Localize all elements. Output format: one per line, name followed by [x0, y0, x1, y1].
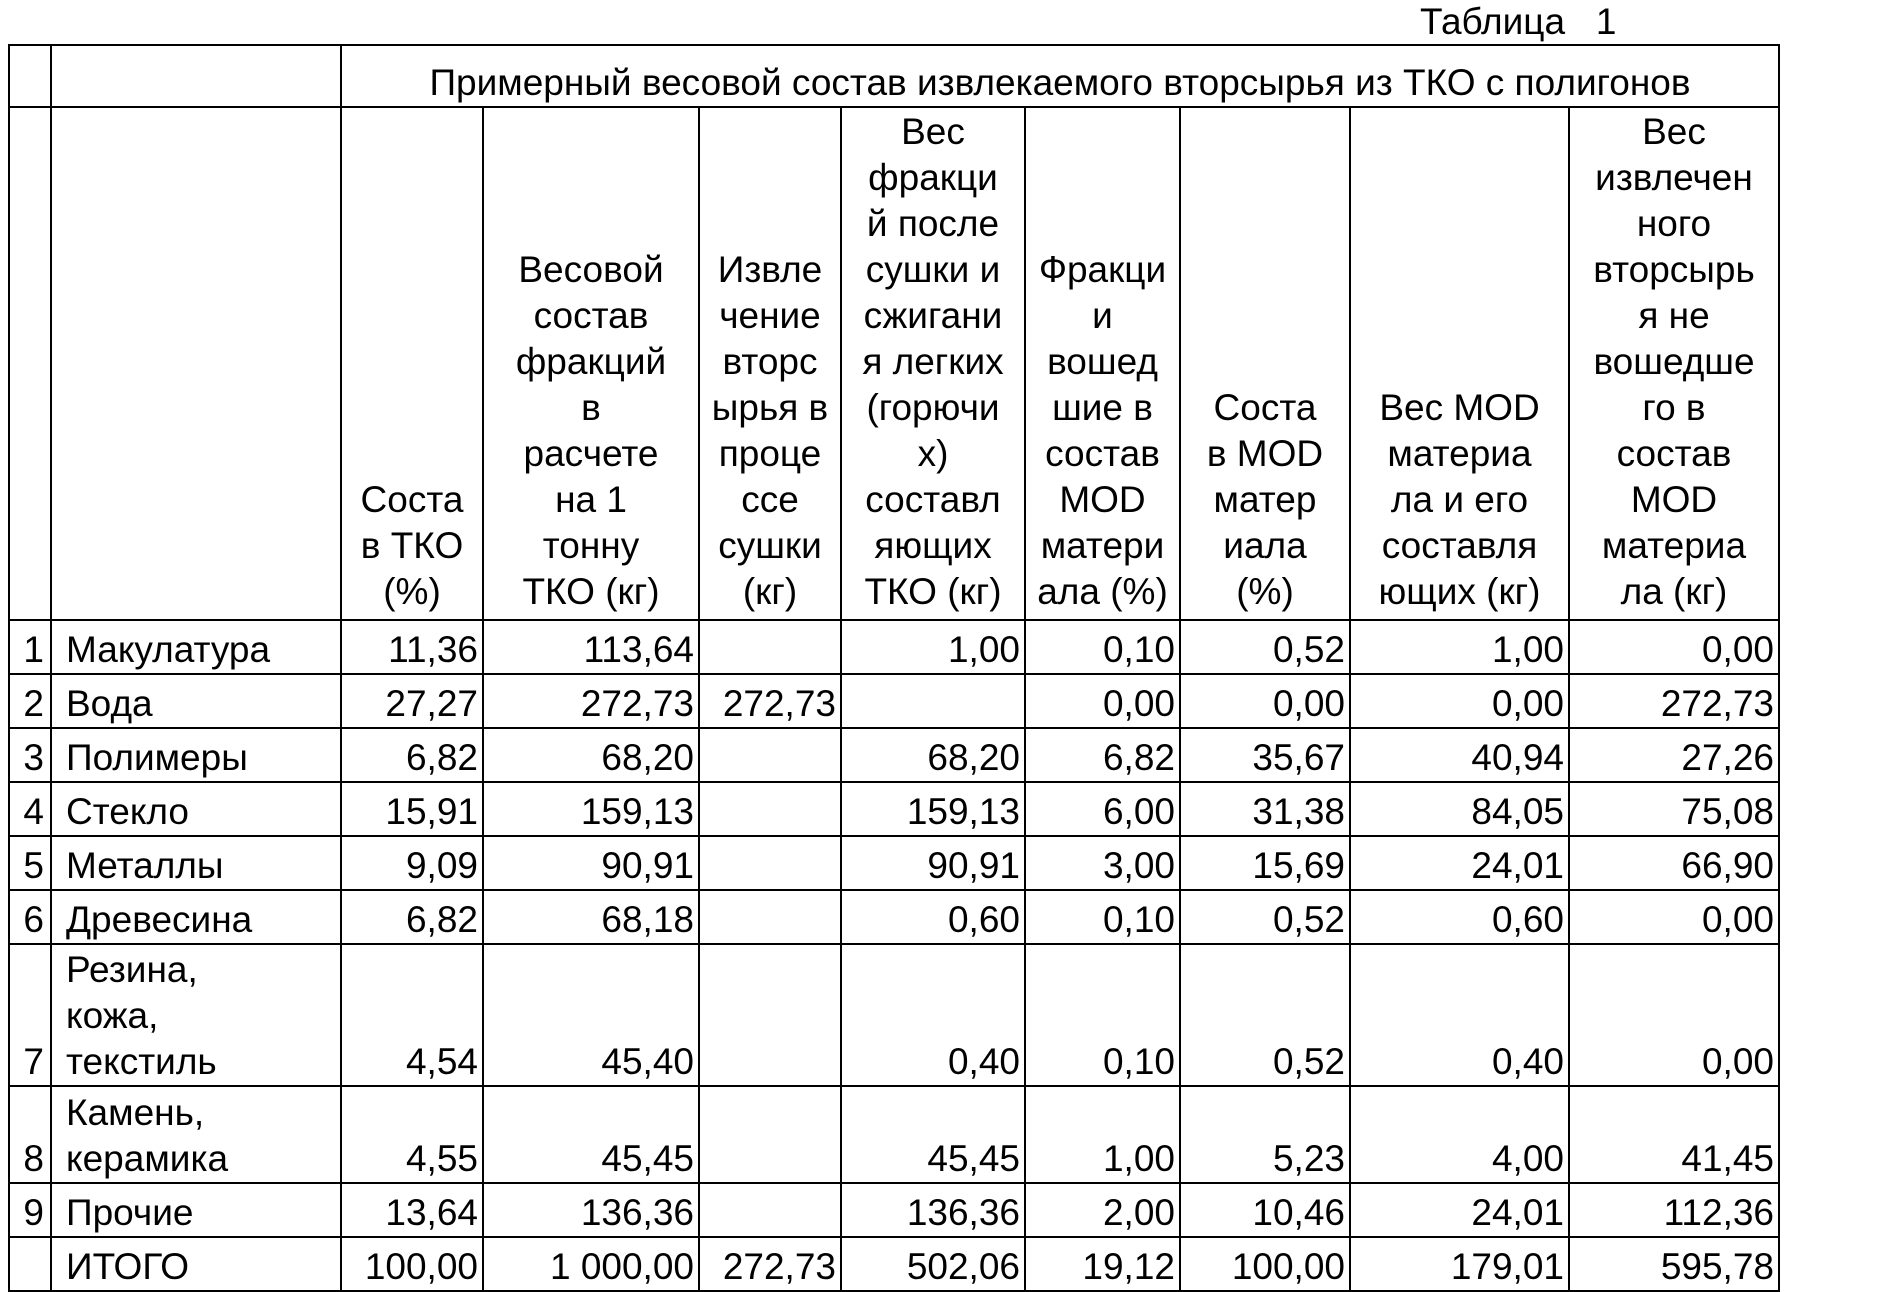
cell: 11,36 [341, 620, 483, 674]
table-row [9, 1086, 1779, 1183]
cell: 136,36 [483, 1183, 699, 1237]
column-header: Извле чение вторс ырья в проце ссе сушки (кг) [699, 107, 841, 620]
cell: 100,00 [1180, 1237, 1350, 1291]
table-row [9, 944, 1779, 1086]
cell: 1,00 [1350, 620, 1569, 674]
cell: 45,40 [483, 944, 699, 1086]
cell: 41,45 [1569, 1086, 1779, 1183]
row-index [9, 1237, 51, 1291]
cell: 6,82 [341, 728, 483, 782]
cell: 6,82 [1025, 728, 1180, 782]
cell: 66,90 [1569, 836, 1779, 890]
row-name: Стекло [51, 782, 341, 836]
cell [699, 944, 841, 1086]
cell: 595,78 [1569, 1237, 1779, 1291]
cell: 1,00 [1025, 1086, 1180, 1183]
cell: 45,45 [483, 1086, 699, 1183]
cell: 0,10 [1025, 620, 1180, 674]
cell: 9,09 [341, 836, 483, 890]
cell: 0,40 [1350, 944, 1569, 1086]
row-name: Вода [51, 674, 341, 728]
cell: 4,00 [1350, 1086, 1569, 1183]
cell: 15,91 [341, 782, 483, 836]
column-header: Вес извлечен ного вторсырь я не вошедше го в состав MOD материа ла (кг) [1569, 107, 1779, 620]
cell: 159,13 [483, 782, 699, 836]
cell: 112,36 [1569, 1183, 1779, 1237]
column-header: Весовой состав фракций в расчете на 1 тонну ТКО (кг) [483, 107, 699, 620]
row-index: 4 [9, 782, 51, 836]
row-index: 5 [9, 836, 51, 890]
cell: 10,46 [1180, 1183, 1350, 1237]
cell: 272,73 [1569, 674, 1779, 728]
row-index: 2 [9, 674, 51, 728]
cell [699, 782, 841, 836]
cell: 272,73 [483, 674, 699, 728]
cell: 3,00 [1025, 836, 1180, 890]
cell [699, 1086, 841, 1183]
cell [699, 890, 841, 944]
data-table [8, 44, 1780, 1292]
cell: 0,52 [1180, 620, 1350, 674]
cell: 0,40 [841, 944, 1025, 1086]
cell: 0,60 [841, 890, 1025, 944]
row-index: 8 [9, 1086, 51, 1183]
row-index: 6 [9, 890, 51, 944]
table-row [9, 674, 1779, 728]
total-row [9, 1237, 1779, 1291]
cell: 45,45 [841, 1086, 1025, 1183]
row-name: Древесина [51, 890, 341, 944]
cell: 0,00 [1025, 674, 1180, 728]
cell: 75,08 [1569, 782, 1779, 836]
cell: 13,64 [341, 1183, 483, 1237]
cell [841, 674, 1025, 728]
row-name: ИТОГО [51, 1237, 341, 1291]
column-header: Соста в ТКО (%) [341, 107, 483, 620]
cell: 2,00 [1025, 1183, 1180, 1237]
header-row [9, 107, 1779, 620]
table-row [9, 728, 1779, 782]
table-row [9, 782, 1779, 836]
table-row [9, 620, 1779, 674]
row-index: 7 [9, 944, 51, 1086]
cell: 0,00 [1569, 620, 1779, 674]
cell: 6,82 [341, 890, 483, 944]
cell: 4,55 [341, 1086, 483, 1183]
table-row [9, 890, 1779, 944]
cell: 27,27 [341, 674, 483, 728]
column-header: Вес фракци й после сушки и сжигани я легких (горючи х) составл яющих ТКО (кг) [841, 107, 1025, 620]
cell: 19,12 [1025, 1237, 1180, 1291]
cell: 272,73 [699, 1237, 841, 1291]
cell [699, 836, 841, 890]
header-cell-empty [51, 107, 341, 620]
cell: 84,05 [1350, 782, 1569, 836]
cell: 35,67 [1180, 728, 1350, 782]
column-header: Фракци и вошед шие в состав MOD матери ала (%) [1025, 107, 1180, 620]
cell: 1,00 [841, 620, 1025, 674]
cell: 0,00 [1569, 890, 1779, 944]
cell: 24,01 [1350, 836, 1569, 890]
cell: 68,18 [483, 890, 699, 944]
cell: 0,10 [1025, 944, 1180, 1086]
table-title: Примерный весовой состав извлекаемого вторсырья из ТКО с полигонов [341, 45, 1779, 107]
corner-cell [9, 45, 51, 107]
cell: 272,73 [699, 674, 841, 728]
cell: 113,64 [483, 620, 699, 674]
cell: 136,36 [841, 1183, 1025, 1237]
cell: 68,20 [483, 728, 699, 782]
row-name: Резина, кожа, текстиль [51, 944, 341, 1086]
table-caption: Таблица 1 [1420, 1, 1617, 42]
cell: 24,01 [1350, 1183, 1569, 1237]
row-name: Прочие [51, 1183, 341, 1237]
cell: 90,91 [483, 836, 699, 890]
cell: 68,20 [841, 728, 1025, 782]
cell: 0,00 [1350, 674, 1569, 728]
cell: 0,10 [1025, 890, 1180, 944]
cell: 5,23 [1180, 1086, 1350, 1183]
row-name: Макулатура [51, 620, 341, 674]
cell [699, 620, 841, 674]
cell: 0,60 [1350, 890, 1569, 944]
corner-cell [51, 45, 341, 107]
cell: 0,00 [1569, 944, 1779, 1086]
cell: 6,00 [1025, 782, 1180, 836]
cell: 1 000,00 [483, 1237, 699, 1291]
cell: 27,26 [1569, 728, 1779, 782]
header-cell-empty [9, 107, 51, 620]
title-row [9, 45, 1779, 107]
cell: 40,94 [1350, 728, 1569, 782]
cell: 502,06 [841, 1237, 1025, 1291]
row-name: Полимеры [51, 728, 341, 782]
row-index: 1 [9, 620, 51, 674]
row-name: Камень, керамика [51, 1086, 341, 1183]
cell [699, 1183, 841, 1237]
column-header: Вес MOD материа ла и его составля ющих (кг) [1350, 107, 1569, 620]
cell: 0,52 [1180, 944, 1350, 1086]
cell: 4,54 [341, 944, 483, 1086]
cell: 179,01 [1350, 1237, 1569, 1291]
cell: 0,52 [1180, 890, 1350, 944]
row-index: 3 [9, 728, 51, 782]
cell [699, 728, 841, 782]
row-name: Металлы [51, 836, 341, 890]
cell: 159,13 [841, 782, 1025, 836]
cell: 100,00 [341, 1237, 483, 1291]
cell: 0,00 [1180, 674, 1350, 728]
cell: 90,91 [841, 836, 1025, 890]
cell: 15,69 [1180, 836, 1350, 890]
table-row [9, 836, 1779, 890]
table-row [9, 1183, 1779, 1237]
row-index: 9 [9, 1183, 51, 1237]
column-header: Соста в MOD матер иала (%) [1180, 107, 1350, 620]
cell: 31,38 [1180, 782, 1350, 836]
